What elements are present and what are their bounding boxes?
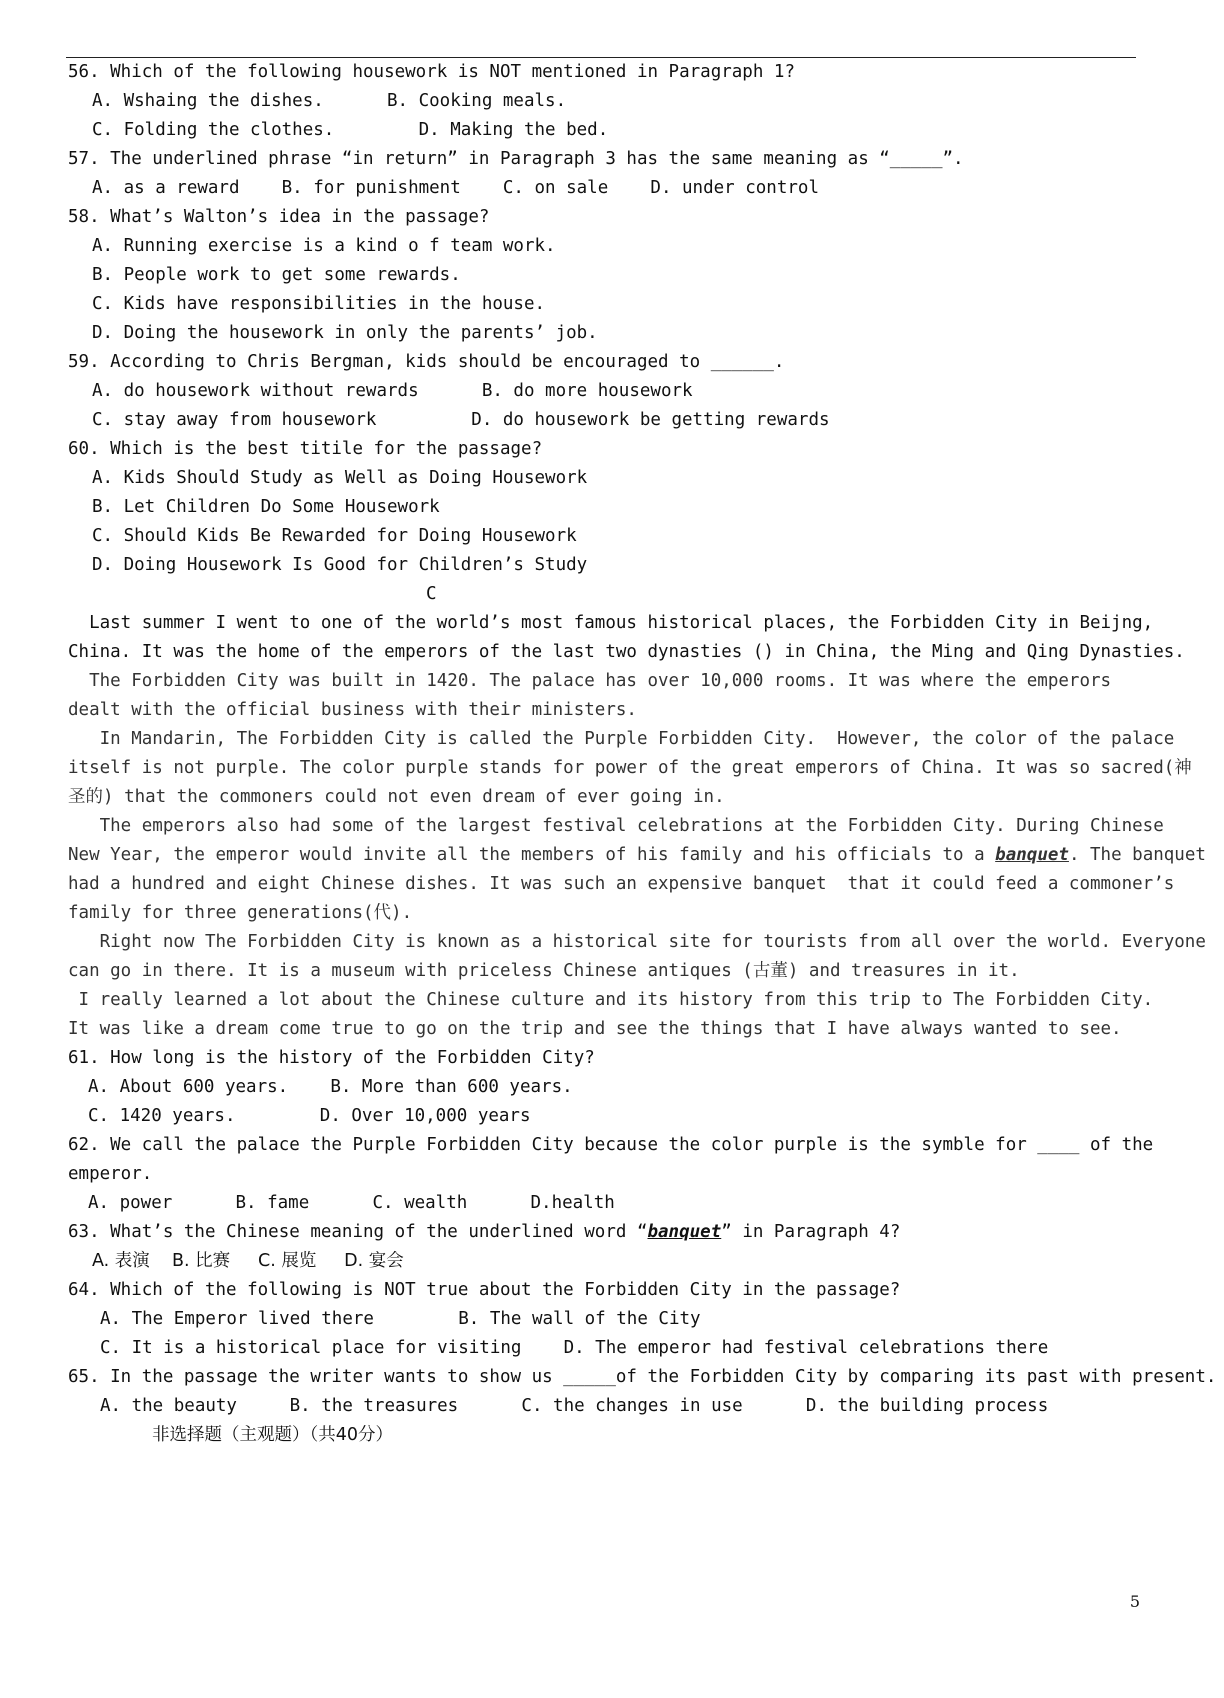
question-text: ” in Paragraph 4? (721, 1222, 901, 1242)
passage-text: . The banquet (1068, 845, 1206, 865)
option-line: D. Doing the housework in only the parents’ job. (92, 323, 598, 343)
underlined-word-banquet: banquet (647, 1222, 722, 1242)
passage-line: The emperors also had some of the largest festival celebrations at the Forbidden City. During Chinese (68, 816, 1164, 836)
option-line: A. The Emperor lived there B. The wall of the City (100, 1309, 701, 1329)
question-65: 65. In the passage the writer wants to show us _____of the Forbidden City by comparing its past with present. (68, 1367, 1217, 1387)
passage-line: It was like a dream come true to go on the trip and see the things that I have always wanted to see. (68, 1019, 1122, 1039)
option-line: A. as a reward B. for punishment C. on sale D. under control (92, 178, 819, 198)
option-line: C. stay away from housework D. do housework be getting rewards (92, 410, 830, 430)
option-line: C. Should Kids Be Rewarded for Doing Housework (92, 526, 577, 546)
question-57: 57. The underlined phrase “in return” in Paragraph 3 has the same meaning as “_____”. (68, 149, 964, 169)
passage-line: China. It was the home of the emperors of the last two dynasties () in China, the Ming and Qing Dynasties. (68, 642, 1185, 662)
passage-line: family for three generations(代). (68, 903, 413, 923)
passage-line: 圣的) that the commoners could not even dream of ever going in. (68, 787, 725, 807)
option-line: C. It is a historical place for visiting D. The emperor had festival celebrations there (100, 1338, 1049, 1358)
underlined-word-banquet: banquet (995, 845, 1069, 865)
passage-line: The Forbidden City was built in 1420. The palace has over 10,000 rooms. It was where the emperors (68, 671, 1112, 691)
passage-line: Right now The Forbidden City is known as a historical site for tourists from all over the world. Everyone (68, 932, 1206, 952)
option-line: A. Wshaing the dishes. B. Cooking meals. (92, 91, 567, 111)
page-number: 5 (1129, 1592, 1140, 1611)
option-line: D. Doing Housework Is Good for Children’s Study (92, 555, 588, 575)
question-62: 62. We call the palace the Purple Forbidden City because the color purple is the symble for ____ of the (68, 1135, 1154, 1155)
passage-line (68, 839, 1206, 871)
passage-line: can go in there. It is a museum with priceless Chinese antiques (古董) and treasures in it. (68, 961, 1020, 981)
section-title-non-choice: 非选择题（主观题）（共40分） (152, 1425, 394, 1445)
question-56: 56. Which of the following housework is NOT mentioned in Paragraph 1? (68, 62, 795, 82)
question-62-cont: emperor. (68, 1164, 153, 1184)
option-line: B. Let Children Do Some Housework (92, 497, 440, 517)
option-line: A. power B. fame C. wealth D.health (88, 1193, 615, 1213)
question-58: 58. What’s Walton’s idea in the passage? (68, 207, 490, 227)
option-line: A. do housework without rewards B. do more housework (92, 381, 693, 401)
option-line: C. Kids have responsibilities in the house. (92, 294, 546, 314)
question-61: 61. How long is the history of the Forbidden City? (68, 1048, 595, 1068)
question-60: 60. Which is the best titile for the passage? (68, 439, 543, 459)
passage-line: In Mandarin, The Forbidden City is called the Purple Forbidden City. However, the color of the palace (68, 729, 1175, 749)
option-line: A. 表演 B. 比赛 C. 展览 D. 宴会 (92, 1251, 404, 1271)
passage-line: I really learned a lot about the Chinese culture and its history from this trip to The Forbidden City. (68, 990, 1154, 1010)
passage-line: itself is not purple. The color purple stands for power of the great emperors of China. It was so sacred(神 (68, 758, 1192, 778)
passage-line: Last summer I went to one of the world’s most famous historical places, the Forbidden City in Beijng, (68, 613, 1154, 633)
passage-line: had a hundred and eight Chinese dishes. It was such an expensive banquet that it could feed a commoner’s (68, 874, 1175, 894)
question-59: 59. According to Chris Bergman, kids should be encouraged to ______. (68, 352, 785, 372)
option-line: C. Folding the clothes. D. Making the bed. (92, 120, 609, 140)
question-text: 63. What’s the Chinese meaning of the underlined word “ (68, 1222, 648, 1242)
option-line: A. Running exercise is a kind o f team work. (92, 236, 556, 256)
option-line: A. the beauty B. the treasures C. the changes in use D. the building process (100, 1396, 1049, 1416)
option-line: A. About 600 years. B. More than 600 years. (88, 1077, 573, 1097)
passage-text: New Year, the emperor would invite all the members of his family and his officials to a (68, 845, 996, 865)
option-line: A. Kids Should Study as Well as Doing Housework (92, 468, 588, 488)
option-line: C. 1420 years. D. Over 10,000 years (88, 1106, 531, 1126)
section-heading-c: C (426, 584, 437, 604)
question-63 (68, 1216, 1140, 1248)
question-64: 64. Which of the following is NOT true about the Forbidden City in the passage? (68, 1280, 901, 1300)
option-line: B. People work to get some rewards. (92, 265, 461, 285)
passage-line: dealt with the official business with their ministers. (68, 700, 637, 720)
